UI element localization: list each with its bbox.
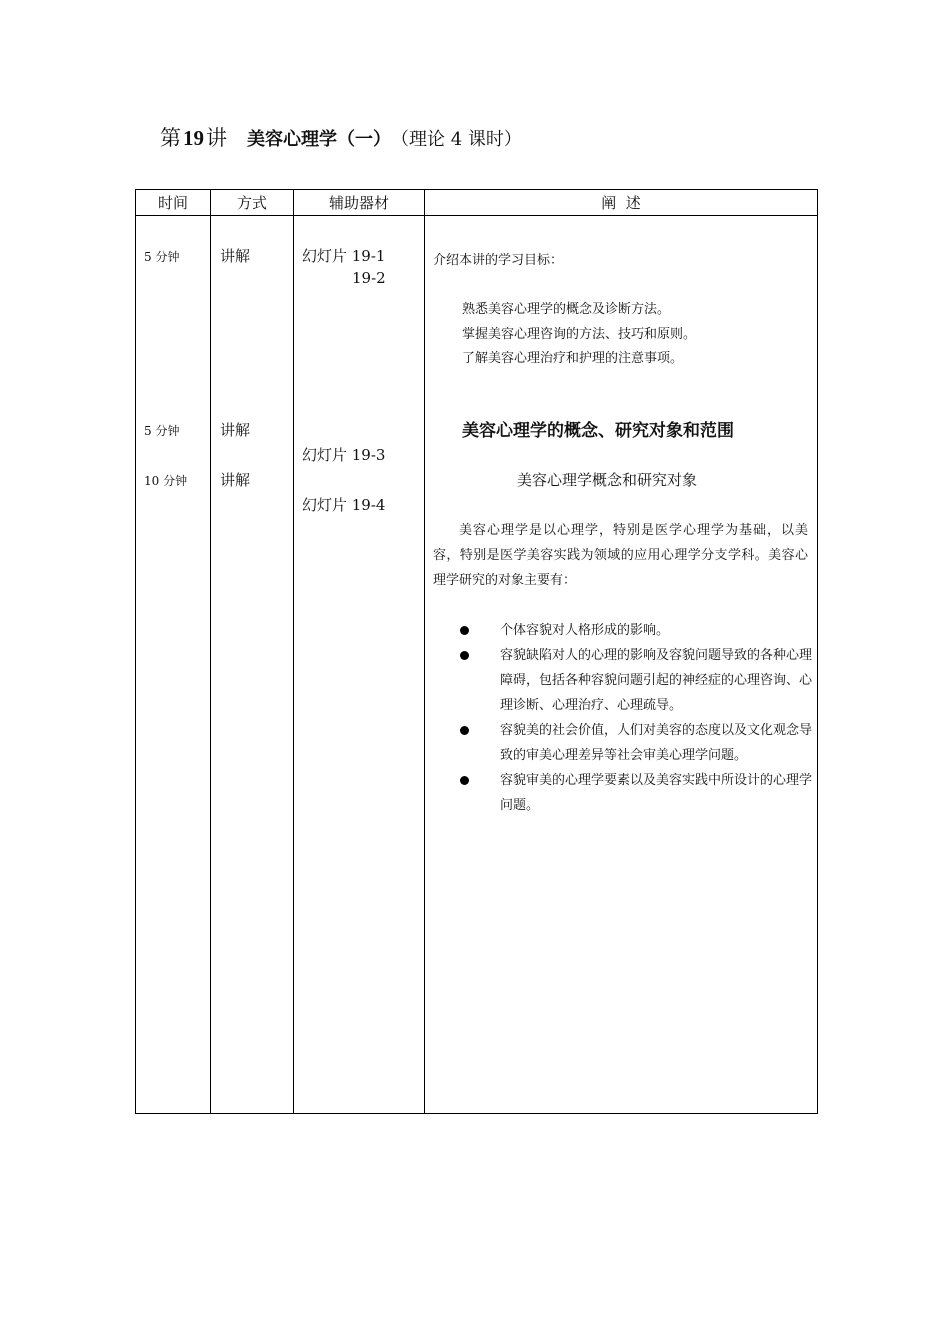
list-item: 容貌缺陷对人的心理的影响及容貌问题导致的各种心理障碍，包括各种容貌问题引起的神经症的心理咨询、心理诊断、心理治疗、心理疏导。 — [433, 643, 813, 718]
title-main: 美容心理学（一） — [247, 129, 391, 150]
header-equipment: 辅助器材 — [294, 190, 425, 216]
lesson-plan-table — [135, 189, 818, 1114]
method-entry: 讲解 — [220, 247, 251, 265]
title-hours: （理论 4 课时） — [391, 129, 522, 150]
goal-item: 熟悉美容心理学的概念及诊断方法。 — [462, 302, 671, 317]
bullet-icon — [460, 726, 469, 735]
time-entry: 5 分钟 — [144, 424, 180, 438]
intro-text: 介绍本讲的学习目标： — [433, 253, 564, 268]
list-item: 个体容貌对人格形成的影响。 — [433, 618, 813, 643]
header-description: 阐 述 — [425, 190, 818, 216]
title-suffix: 讲 — [206, 126, 227, 150]
research-objects-list — [433, 618, 813, 818]
title-prefix: 第 — [160, 126, 181, 150]
list-item: 容貌审美的心理学要素以及美容实践中所设计的心理学问题。 — [433, 768, 813, 818]
table-header-row — [136, 190, 818, 216]
equipment-column — [294, 216, 424, 1113]
title-number: 19 — [183, 126, 204, 150]
definition-paragraph: 美容心理学是以心理学，特别是医学心理学为基础，以美容，特别是医学美容实践为领域的应用心理学分支学科。美容心理学研究的对象主要有： — [433, 523, 808, 588]
time-entry: 5 分钟 — [144, 250, 180, 264]
time-column — [136, 216, 210, 1113]
subsection-heading: 美容心理学概念和研究对象 — [517, 471, 698, 489]
list-item: 容貌美的社会价值，人们对美容的态度以及文化观念导致的审美心理差异等社会审美心理学问题。 — [433, 718, 813, 768]
method-column — [211, 216, 293, 1113]
table-content-row — [136, 216, 818, 1114]
slide-ref: 幻灯片 19-3 — [302, 446, 386, 464]
header-method: 方式 — [211, 190, 294, 216]
method-entry: 讲解 — [220, 471, 251, 489]
slide-ref: 19-2 — [352, 269, 386, 287]
slide-ref: 幻灯片 19-4 — [302, 496, 386, 514]
goal-item: 了解美容心理治疗和护理的注意事项。 — [462, 351, 684, 366]
bullet-icon — [460, 626, 469, 635]
section-heading: 美容心理学的概念、研究对象和范围 — [462, 421, 734, 441]
bullet-icon — [460, 776, 469, 785]
description-column — [425, 216, 817, 1113]
method-entry: 讲解 — [220, 421, 251, 439]
slide-ref: 幻灯片 19-1 — [302, 247, 386, 265]
time-entry: 10 分钟 — [144, 474, 188, 488]
bullet-icon — [460, 651, 469, 660]
goal-item: 掌握美容心理咨询的方法、技巧和原则。 — [462, 327, 697, 342]
header-time: 时间 — [136, 190, 211, 216]
lecture-title — [160, 122, 522, 154]
